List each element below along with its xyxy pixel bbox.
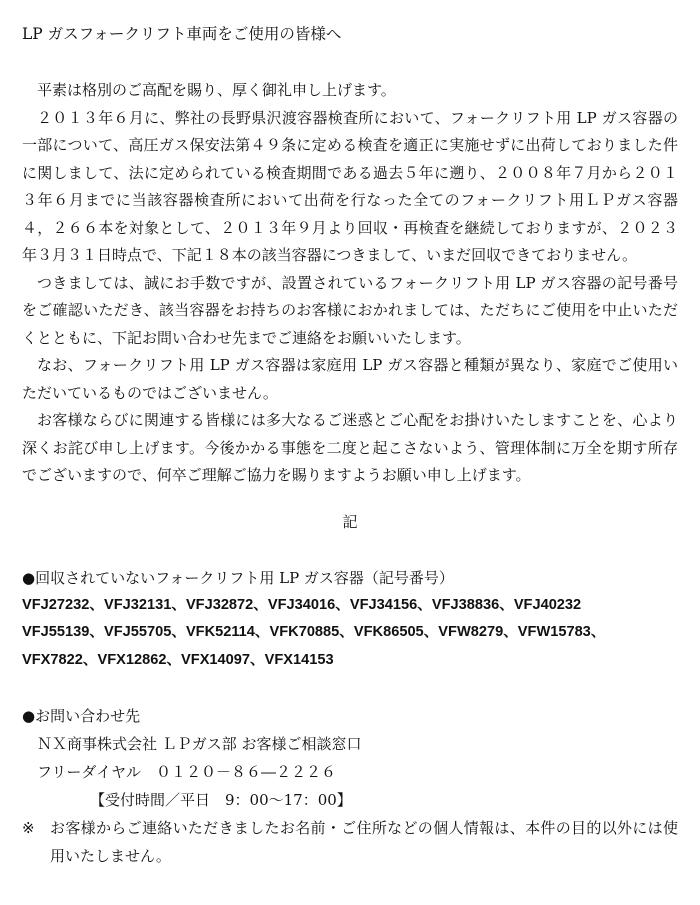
incident-paragraph: ２０１３年６月に、弊社の長野県沢渡容器検査所において、フォークリフト用 LP ガス容器の一部について、高圧ガス保安法第４９条に定める検査を適正に実施せずに出荷しておりました件に関しまして、法に定められている検査期間である過去５年に遡り、２００８年７月から２０１３年６月までに当該容器検査所において出荷を行なった全てのフォークリフト用ＬＰガス容器４，２６６本を対象として、２０１３年９月より回収・再検査を継続しておりますが、２０２３年３月３１日時点で、下記１８本の該当容器につきまして、いまだ回収できておりません。 xyxy=(22,108,678,264)
serial-number: VFW8279 xyxy=(438,624,504,640)
spacer xyxy=(22,48,678,76)
notice-title: LP ガスフォークリフト車両をご使用の皆様へ xyxy=(22,25,342,43)
greeting-paragraph: 平素は格別のご高配を賜り、厚く御礼申し上げます。 xyxy=(37,81,396,99)
serial-number: VFK70885 xyxy=(269,624,340,640)
serial-number-list: VFJ27232、VFJ32131、VFJ32872、VFJ34016、VFJ34156、VFJ38836、VFJ40232 VFJ55139、VFJ55705、VFK52114、VFK70885、VFK86505、VFW8279、VFW15783、 VFX7822、VFX12862、VFX14097、VFX14153 xyxy=(22,596,606,668)
serial-number: VFJ55139 xyxy=(22,624,90,640)
serial-number: VFJ40232 xyxy=(513,596,582,613)
serial-number: VFK52114 xyxy=(185,624,255,640)
request-paragraph: つきましては、誠にお手数ですが、設置されているフォークリフト用 LP ガス容器の記号番号をご確認いただき、該当容器をお持ちのお客様におかれましては、ただちにご使用を中止いただくとともに、下記お問い合わせ先までご連絡をお願いいたします。 xyxy=(22,273,678,347)
serial-number: VFJ38836 xyxy=(431,596,500,613)
contact-company: ＮＸ商事株式会社 ＬＰガス部 お客様ご相談窓口 xyxy=(37,735,362,753)
unrecovered-heading: ●回収されていないフォークリフト用 LP ガス容器（記号番号） xyxy=(22,568,454,587)
serial-number: VFX14153 xyxy=(264,651,334,668)
serial-number: VFX12862 xyxy=(97,651,167,668)
contact-hours: 【受付時間／平日 9：00～17：00】 xyxy=(90,791,352,809)
serial-number: VFK86505 xyxy=(353,624,424,640)
serial-number: VFX14097 xyxy=(181,651,251,668)
contact-heading: ●お問い合わせ先 xyxy=(22,707,141,725)
serial-number: VFJ55705 xyxy=(103,624,172,640)
serial-number: VFJ32872 xyxy=(185,596,254,613)
record-label: 記 xyxy=(342,512,358,531)
note-text: お客様からご連絡いただきましたお名前・ご住所などの個人情報は、本件の目的以外には使用いたしません。 xyxy=(50,819,678,865)
contact-freedial: フリーダイヤル ０１２０－８６―２２２６ xyxy=(37,763,336,781)
apology-paragraph: お客様ならびに関連する皆様には多大なるご迷惑とご心配をお掛けいたしますことを、心より深くお詫び申し上げます。今後かかる事態を二度と起こさないよう、管理体制に万全を期す所存でございますので、何卒ご理解ご協力を賜りますようお願い申し上げます。 xyxy=(22,411,678,484)
clarification-paragraph: なお、フォークリフト用 LP ガス容器は家庭用 LP ガス容器と種類が異なり、家庭でご使用いただいているものではございません。 xyxy=(22,356,678,402)
privacy-note xyxy=(22,814,678,870)
spacer xyxy=(22,536,678,564)
serial-number: VFJ32131 xyxy=(103,596,172,613)
note-mark: ※ xyxy=(22,819,35,837)
spacer xyxy=(22,674,678,702)
serial-number: VFX7822 xyxy=(22,651,83,668)
serial-number: VFJ34156 xyxy=(349,596,418,613)
serial-number: VFJ27232 xyxy=(22,596,90,613)
serial-number: VFW15783 xyxy=(517,624,591,640)
serial-number: VFJ34016 xyxy=(267,596,336,613)
spacer xyxy=(22,490,678,508)
